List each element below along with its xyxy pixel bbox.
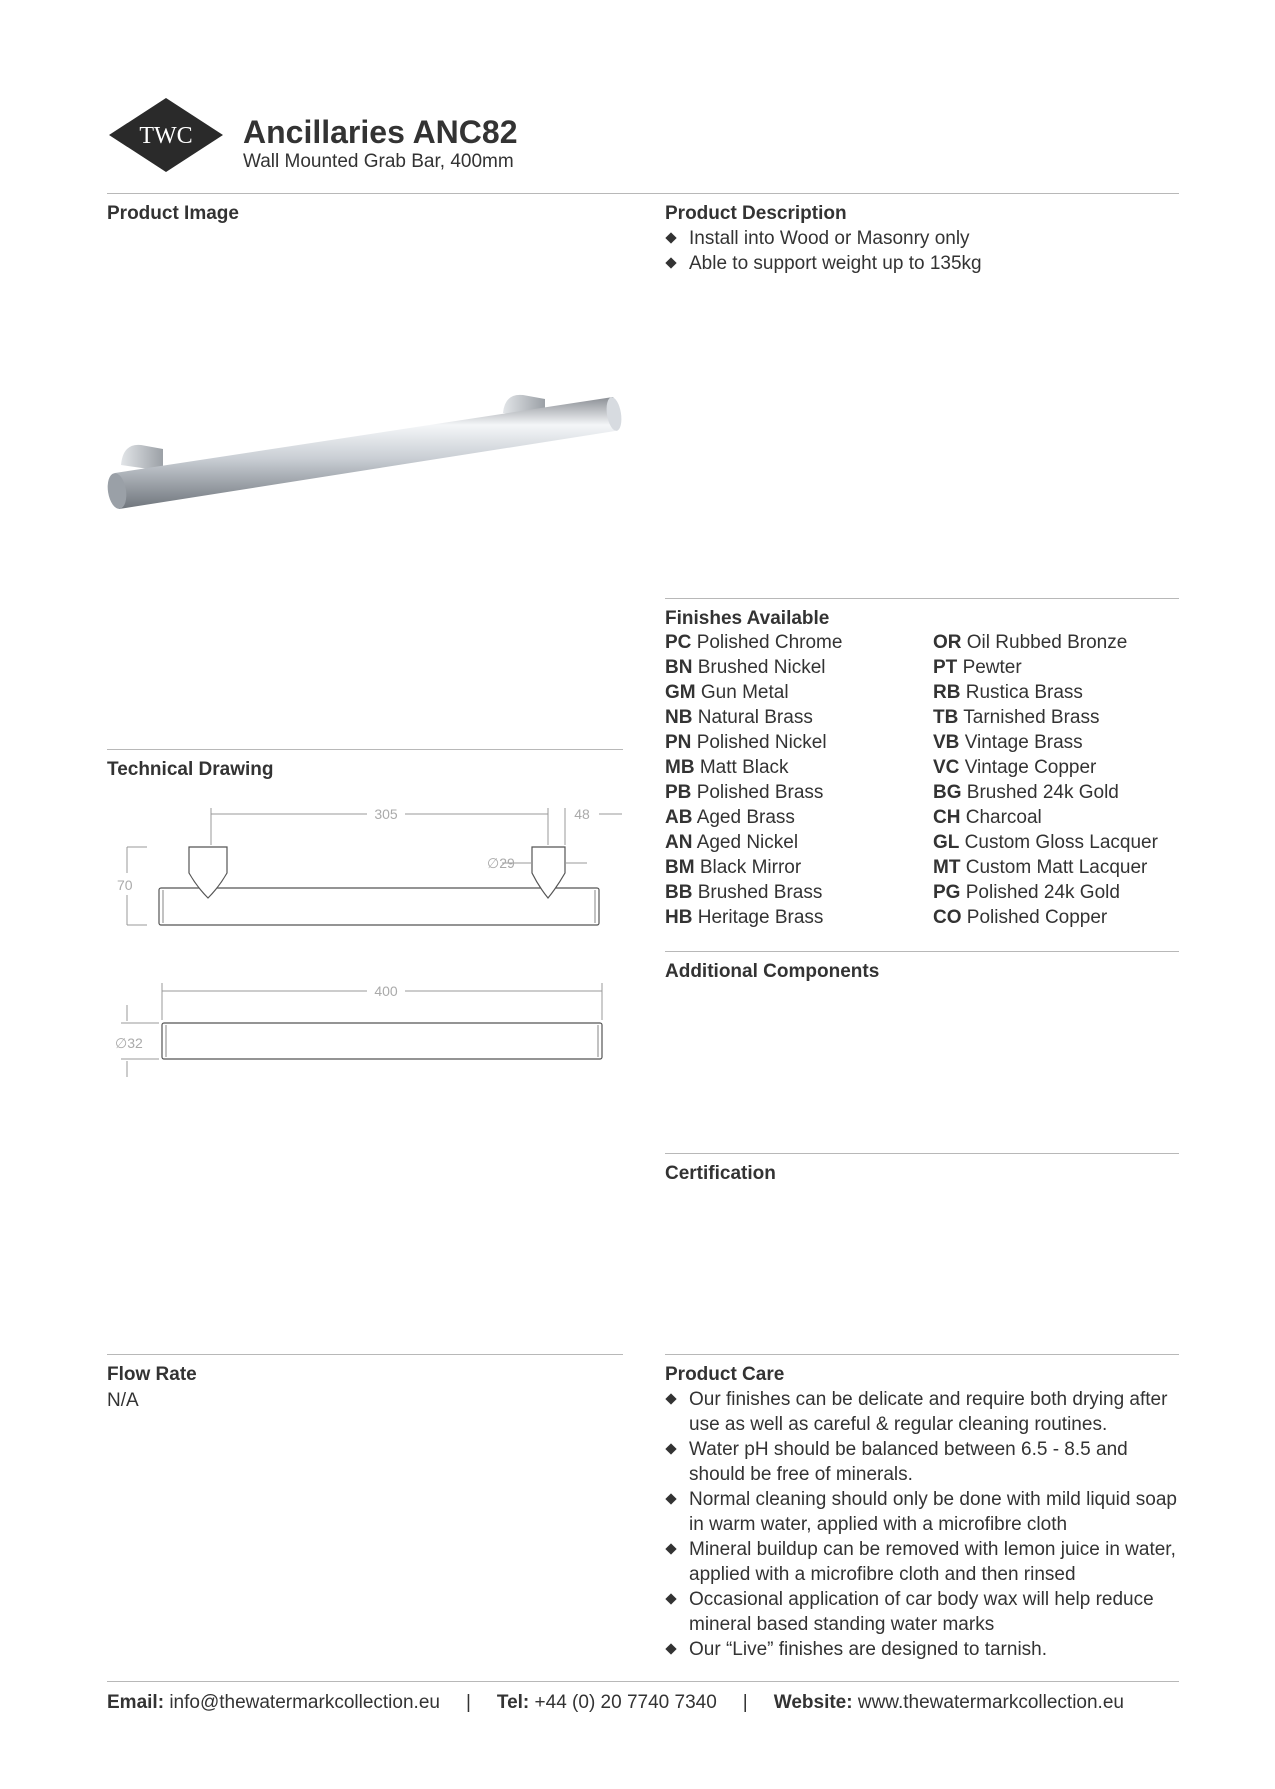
finishes-heading: Finishes Available [665,608,830,629]
additional-components-heading: Additional Components [665,961,880,982]
list-item: Install into Wood or Masonry only [665,226,1180,251]
flow-rate-value: N/A [107,1390,139,1411]
right-divider-care [665,1354,1179,1355]
technical-drawing-svg [107,795,627,1085]
right-divider-certification [665,1153,1179,1154]
right-divider-finishes [665,598,1179,599]
finish-item: BB Brushed Brass [665,882,823,903]
list-item: Our “Live” finishes are designed to tarnish. [665,1637,1180,1662]
email-link[interactable]: info@thewatermarkcollection.eu [169,1692,440,1713]
product-image [105,385,625,520]
footer [107,1692,1124,1714]
website-label: Website: [773,1692,853,1713]
finish-item: BG Brushed 24k Gold [933,782,1119,803]
finishes-left-column [665,630,925,930]
finish-item: RB Rustica Brass [933,682,1083,703]
dim-29: ∅29 [487,855,515,871]
finish-item: AN Aged Nickel [665,832,799,853]
finish-item: VB Vintage Brass [933,732,1083,753]
finish-item: CO Polished Copper [933,907,1108,928]
finish-item: PB Polished Brass [665,782,824,803]
tel-link[interactable]: +44 (0) 20 7740 7340 [534,1692,717,1713]
logo-text: TWC [139,123,193,149]
footer-separator: | [465,1692,471,1713]
footer-divider [107,1681,1179,1682]
finish-item: GL Custom Gloss Lacquer [933,832,1158,853]
finish-item: HB Heritage Brass [665,907,824,928]
list-item: Normal cleaning should only be done with mild liquid soap in warm water, applied with a microfibre cloth [665,1487,1180,1537]
list-item: Occasional application of car body wax will help reduce mineral based standing water marks [665,1587,1180,1637]
finish-item: AB Aged Brass [665,807,795,828]
flow-rate-heading: Flow Rate [107,1364,197,1385]
email-label: Email: [107,1692,165,1713]
dim-32: ∅32 [115,1035,143,1051]
certification-heading: Certification [665,1163,776,1184]
page-title: Ancillaries ANC82 [243,114,518,150]
list-item: Able to support weight up to 135kg [665,251,1180,276]
finish-item: MB Matt Black [665,757,789,778]
finish-item: CH Charcoal [933,807,1042,828]
finish-item: PC Polished Chrome [665,632,843,653]
dim-400: 400 [374,983,398,999]
description-list [665,226,1180,276]
list-item: Water pH should be balanced between 6.5 - 8.5 and should be free of minerals. [665,1437,1180,1487]
finish-item: GM Gun Metal [665,682,789,703]
tel-label: Tel: [496,1692,530,1713]
finish-item: PG Polished 24k Gold [933,882,1120,903]
right-divider-components [665,951,1179,952]
grab-bar-image [105,385,625,520]
header-divider [107,193,1179,194]
logo [107,96,225,174]
left-divider-flow [107,1354,623,1355]
page-subtitle: Wall Mounted Grab Bar, 400mm [243,151,514,172]
product-description-heading: Product Description [665,203,847,224]
care-list [665,1387,1180,1662]
finish-item: NB Natural Brass [665,707,813,728]
dim-305: 305 [374,806,398,822]
technical-drawing-heading: Technical Drawing [107,759,274,780]
finish-item: OR Oil Rubbed Bronze [933,632,1128,653]
left-divider-drawing [107,749,623,750]
dim-70: 70 [117,877,133,893]
footer-separator: | [742,1692,748,1713]
finish-item: TB Tarnished Brass [933,707,1100,728]
dim-48: 48 [574,806,590,822]
technical-drawing [107,795,627,1085]
list-item: Mineral buildup can be removed with lemon juice in water, applied with a microfibre cloth and then rinsed [665,1537,1180,1587]
twc-logo-icon [107,96,225,174]
finish-item: PN Polished Nickel [665,732,827,753]
finish-item: PT Pewter [933,657,1022,678]
finish-item: BM Black Mirror [665,857,802,878]
list-item: Our finishes can be delicate and require both drying after use as well as careful & regular cleaning routines. [665,1387,1180,1437]
finish-item: MT Custom Matt Lacquer [933,857,1148,878]
website-link[interactable]: www.thewatermarkcollection.eu [857,1692,1124,1713]
product-image-heading: Product Image [107,203,239,224]
product-care-heading: Product Care [665,1364,785,1385]
finish-item: BN Brushed Nickel [665,657,826,678]
finishes-right-column [933,630,1183,930]
finish-item: VC Vintage Copper [933,757,1097,778]
